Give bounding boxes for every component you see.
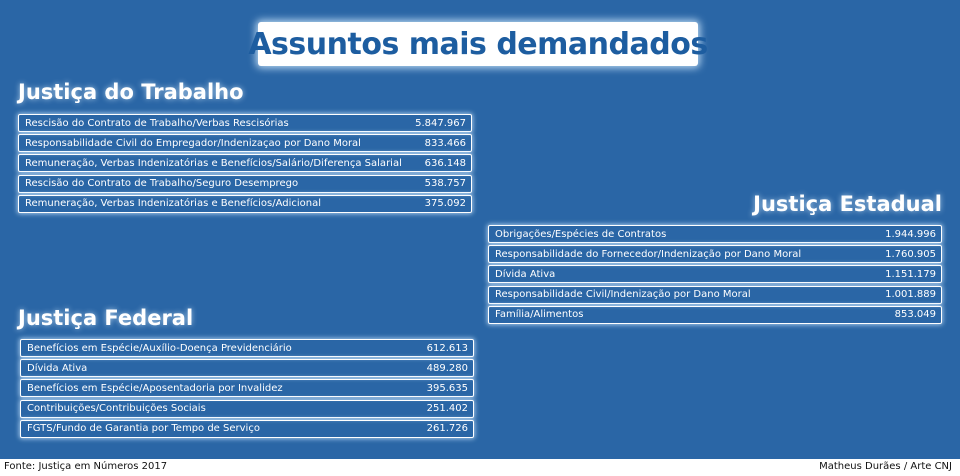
item-label: Responsabilidade Civil do Empregador/Indenizaçao por Dano Moral bbox=[25, 137, 361, 149]
list-item bbox=[18, 175, 472, 193]
list-estadual bbox=[488, 225, 942, 326]
item-value: 853.049 bbox=[894, 309, 936, 321]
source-text: Fonte: Justiça em Números 2017 bbox=[4, 461, 168, 472]
main-title: Assuntos mais demandados bbox=[258, 22, 698, 66]
list-item bbox=[488, 286, 942, 304]
credit-text: Matheus Durães / Arte CNJ bbox=[819, 461, 952, 472]
section-title-federal: Justiça Federal bbox=[18, 306, 194, 330]
list-item bbox=[20, 379, 474, 397]
item-value: 1.151.179 bbox=[885, 268, 936, 280]
list-item bbox=[20, 359, 474, 377]
item-label: Responsabilidade Civil/Indenização por Dano Moral bbox=[495, 289, 751, 301]
list-item bbox=[20, 400, 474, 418]
list-item bbox=[18, 114, 472, 132]
item-label: Remuneração, Verbas Indenizatórias e Benefícios/Adicional bbox=[25, 198, 322, 210]
item-value: 489.280 bbox=[426, 362, 468, 374]
section-title-estadual: Justiça Estadual bbox=[753, 192, 942, 216]
list-trabalho bbox=[18, 114, 472, 215]
footer bbox=[0, 459, 960, 476]
item-label: Rescisão do Contrato de Trabalho/Seguro Desemprego bbox=[25, 178, 299, 190]
list-item bbox=[488, 306, 942, 324]
item-label: Rescisão do Contrato de Trabalho/Verbas Rescisórias bbox=[25, 117, 289, 129]
list-item bbox=[18, 154, 472, 172]
item-value: 1.944.996 bbox=[885, 228, 936, 240]
item-label: Dívida Ativa bbox=[495, 268, 556, 280]
item-value: 1.760.905 bbox=[885, 248, 936, 260]
list-item bbox=[20, 420, 474, 438]
list-item bbox=[18, 195, 472, 213]
item-value: 251.402 bbox=[426, 403, 468, 415]
list-item bbox=[488, 245, 942, 263]
item-value: 5.847.967 bbox=[415, 117, 466, 129]
list-federal bbox=[20, 339, 474, 440]
list-item bbox=[20, 339, 474, 357]
item-value: 538.757 bbox=[424, 178, 466, 190]
item-label: Benefícios em Espécie/Auxílio-Doença Previdenciário bbox=[27, 342, 292, 354]
item-value: 636.148 bbox=[424, 157, 466, 169]
item-label: Responsabilidade do Fornecedor/Indenização por Dano Moral bbox=[495, 248, 802, 260]
item-label: Obrigações/Espécies de Contratos bbox=[495, 228, 667, 240]
item-label: Remuneração, Verbas Indenizatórias e Benefícios/Salário/Diferença Salarial bbox=[25, 157, 402, 169]
item-label: Dívida Ativa bbox=[27, 362, 88, 374]
item-value: 1.001.889 bbox=[885, 289, 936, 301]
section-title-trabalho: Justiça do Trabalho bbox=[18, 80, 244, 104]
item-value: 833.466 bbox=[424, 137, 466, 149]
item-value: 395.635 bbox=[426, 382, 468, 394]
item-value: 612.613 bbox=[426, 342, 468, 354]
item-label: Família/Alimentos bbox=[495, 309, 584, 321]
list-item bbox=[488, 225, 942, 243]
item-value: 375.092 bbox=[424, 198, 466, 210]
item-label: FGTS/Fundo de Garantia por Tempo de Serviço bbox=[27, 423, 260, 435]
list-item bbox=[488, 265, 942, 283]
list-item bbox=[18, 134, 472, 152]
item-label: Benefícios em Espécie/Aposentadoria por Invalidez bbox=[27, 382, 283, 394]
item-label: Contribuições/Contribuições Sociais bbox=[27, 403, 206, 415]
item-value: 261.726 bbox=[426, 423, 468, 435]
